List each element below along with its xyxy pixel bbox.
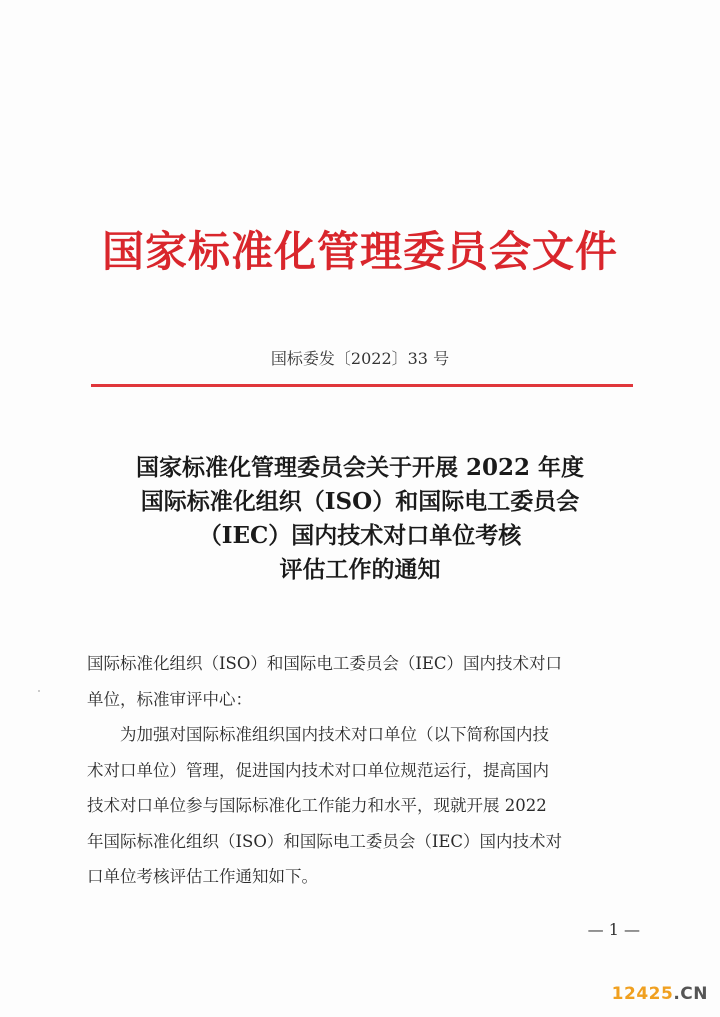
body-line: 口单位考核评估工作通知如下。 [87,867,318,886]
watermark-number: 12425 [611,984,674,1004]
body-line: 年国际标准化组织（ISO）和国际电工委员会（IEC）国内技术对 [87,831,563,851]
body-line: 国际标准化组织（ISO）和国际电工委员会（IEC）国内技术对口 [87,654,563,673]
document-body [87,646,635,895]
body-line: 单位，标准审评中心： [87,689,252,709]
title-line: 评估工作的通知 [279,556,441,583]
title-line: （IEC）国内技术对口单位考核 [198,522,522,549]
watermark-domain: .CN [673,984,708,1004]
scan-speck [38,690,40,692]
issuing-authority-header: 国家标准化管理委员会文件 [101,227,618,276]
body-line: 为加强对国际标准组织国内技术对口单位（以下简称国内技 [120,725,549,744]
site-watermark [612,982,708,1006]
document-number: 国标委发〔2022〕33 号 [270,349,450,368]
title-line: 国家标准化管理委员会关于开展 2022 年度 [135,454,585,481]
title-line: 国际标准化组织（ISO）和国际电工委员会 [140,488,580,515]
body-line: 技术对口单位参与国际标准化工作能力和水平，现就开展 2022 [87,796,547,815]
red-divider-line [91,384,633,387]
page-number: — 1 — [587,920,640,939]
body-line: 术对口单位）管理，促进国内技术对口单位规范运行，提高国内 [87,760,549,780]
document-title [0,451,720,587]
